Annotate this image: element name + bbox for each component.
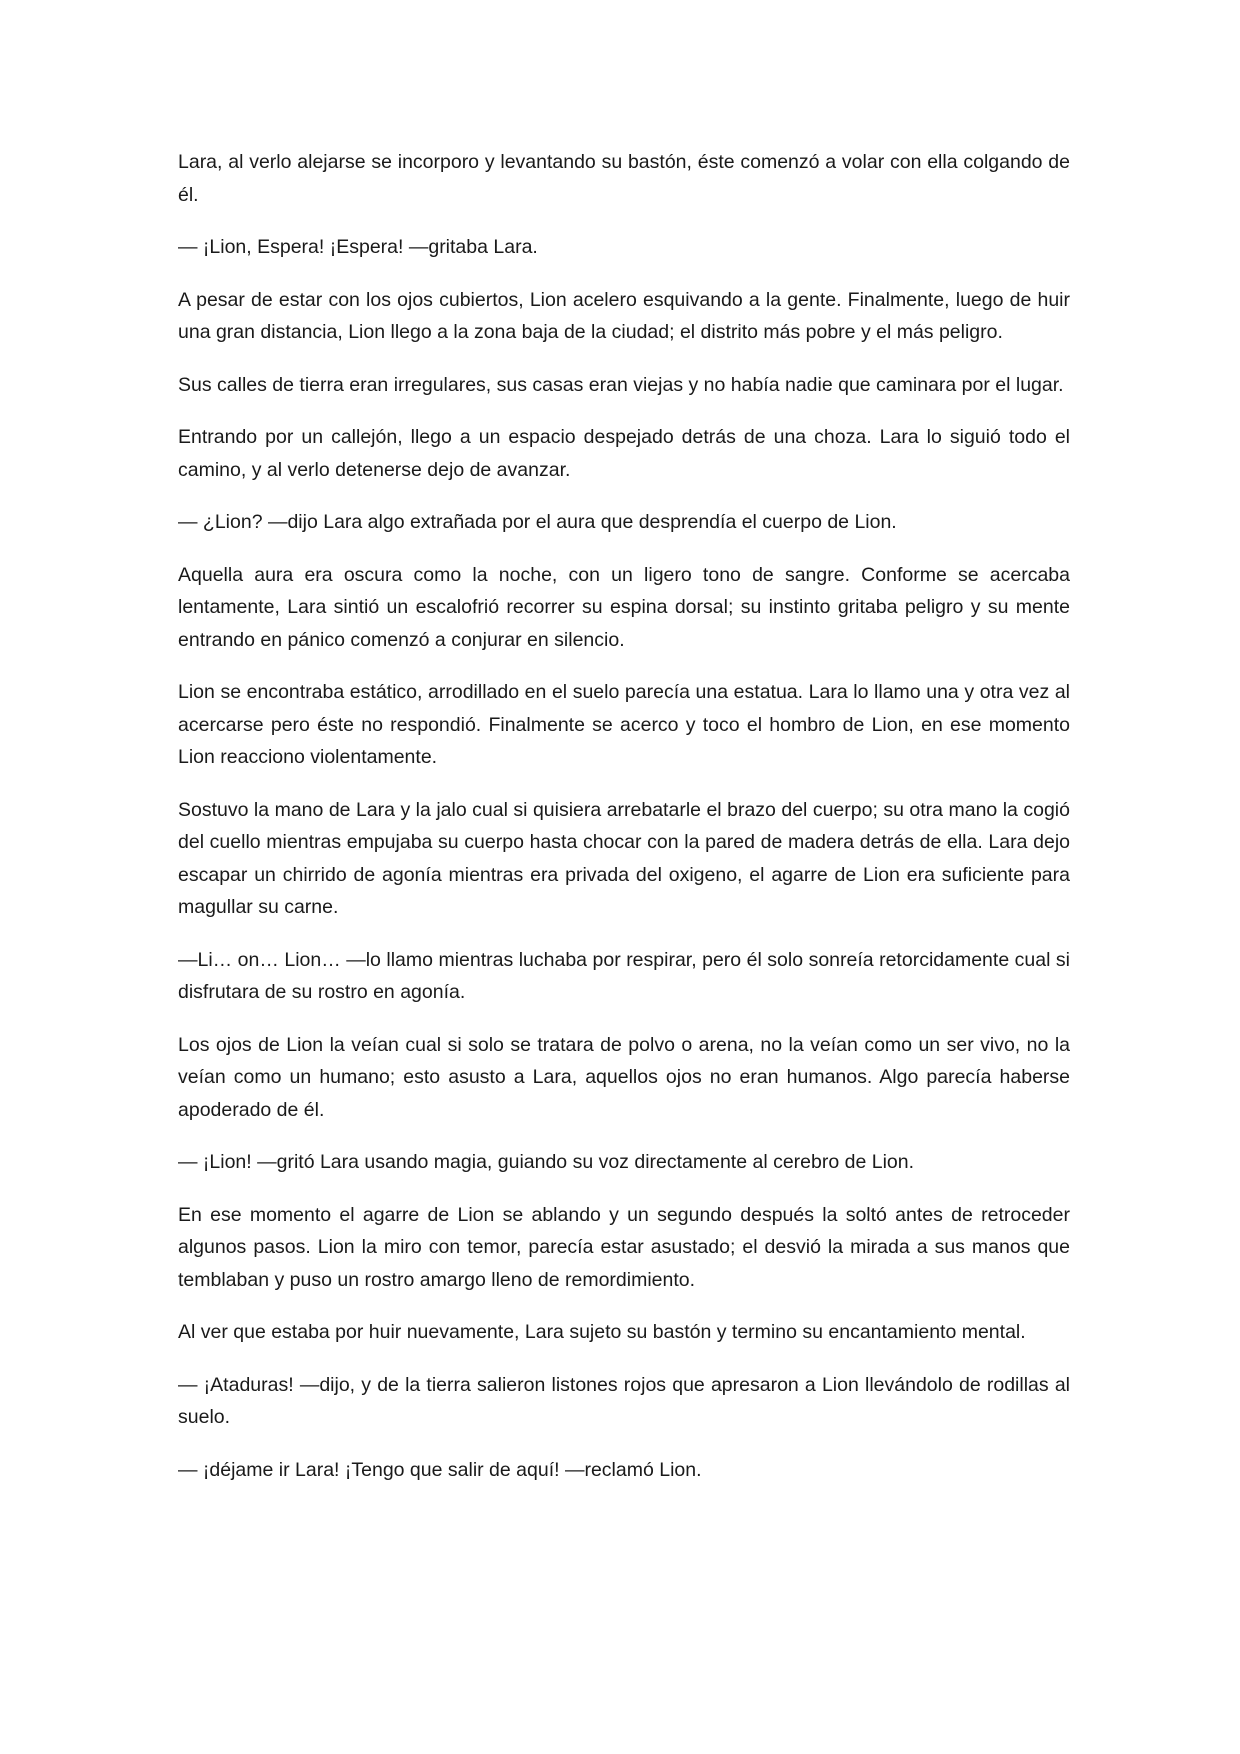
- paragraph-3: Sus calles de tierra eran irregulares, sus casas eran viejas y no había nadie que caminara por el lugar.: [178, 373, 1064, 396]
- paragraph-7: Sostuvo la mano de Lara y la jalo cual si quisiera arrebatarle el brazo del cuerpo; su otra mano la cogió del cuello mientras empujaba su cuerpo hasta chocar con la pared de madera detrás de ella. Lara dejo escapar un chirrido de agonía mientras era privada del oxigeno, el agarre de Lion era suficiente para magullar su carne.: [178, 798, 1070, 918]
- paragraph-4: Entrando por un callejón, llego a un espacio despejado detrás de una choza. Lara lo siguió todo el camino, y al verlo detenerse dejo de avanzar.: [178, 426, 1070, 481]
- paragraph-9: En ese momento el agarre de Lion se ablando y un segundo después la soltó antes de retroceder algunos pasos. Lion la miro con temor, parecía estar asustado; el desvió la mirada a sus manos que temblaban y puso un rostro amargo lleno de remordimiento.: [178, 1203, 1070, 1291]
- dialogue-line-2: — ¿Lion? —dijo Lara algo extrañada por el aura que desprendía el cuerpo de Lion.: [178, 511, 897, 533]
- paragraph-8: Los ojos de Lion la veían cual si solo se tratara de polvo o arena, no la veían como un ser vivo, no la veían como un humano; esto asusto a Lara, aquellos ojos no eran humanos. Algo parecía haberse apoderado de él.: [178, 1033, 1070, 1121]
- document-page: [178, 146, 1070, 1506]
- dialogue-line-1: — ¡Lion, Espera! ¡Espera! —gritaba Lara.: [178, 236, 538, 258]
- paragraph-1: Lara, al verlo alejarse se incorporo y levantando su bastón, éste comenzó a volar con ella colgando de él.: [178, 151, 1070, 206]
- dialogue-line-6: — ¡déjame ir Lara! ¡Tengo que salir de aquí! —reclamó Lion.: [178, 1458, 702, 1481]
- paragraph-6: Lion se encontraba estático, arrodillado en el suelo parecía una estatua. Lara lo llamo una y otra vez al acercarse pero éste no respondió. Finalmente se acerco y toco el hombro de Lion, en ese momento Lion reacciono violentamente.: [178, 681, 1070, 768]
- paragraph-10: Al ver que estaba por huir nuevamente, Lara sujeto su bastón y termino su encantamiento mental.: [178, 1321, 1026, 1343]
- dialogue-line-4: — ¡Lion! —gritó Lara usando magia, guiando su voz directamente al cerebro de Lion.: [178, 1151, 915, 1173]
- paragraph-2: A pesar de estar con los ojos cubiertos, Lion acelero esquivando a la gente. Finalmente, luego de huir una gran distancia, Lion llego a la zona baja de la ciudad; el distrito más pobre y el más peligro.: [178, 288, 1070, 343]
- paragraph-5: Aquella aura era oscura como la noche, con un ligero tono de sangre. Conforme se acercaba lentamente, Lara sintió un escalofrió recorrer su espina dorsal; su instinto gritaba peligro y su mente entrando en pánico comenzó a conjurar en silencio.: [178, 563, 1070, 651]
- dialogue-line-5: — ¡Ataduras! —dijo, y de la tierra salieron listones rojos que apresaron a Lion llevándolo de rodillas al suelo.: [178, 1373, 1070, 1428]
- dialogue-line-3: —Li… on… Lion… —lo llamo mientras luchaba por respirar, pero él solo sonreía retorcidamente cual si disfrutara de su rostro en agonía.: [178, 948, 1070, 1003]
